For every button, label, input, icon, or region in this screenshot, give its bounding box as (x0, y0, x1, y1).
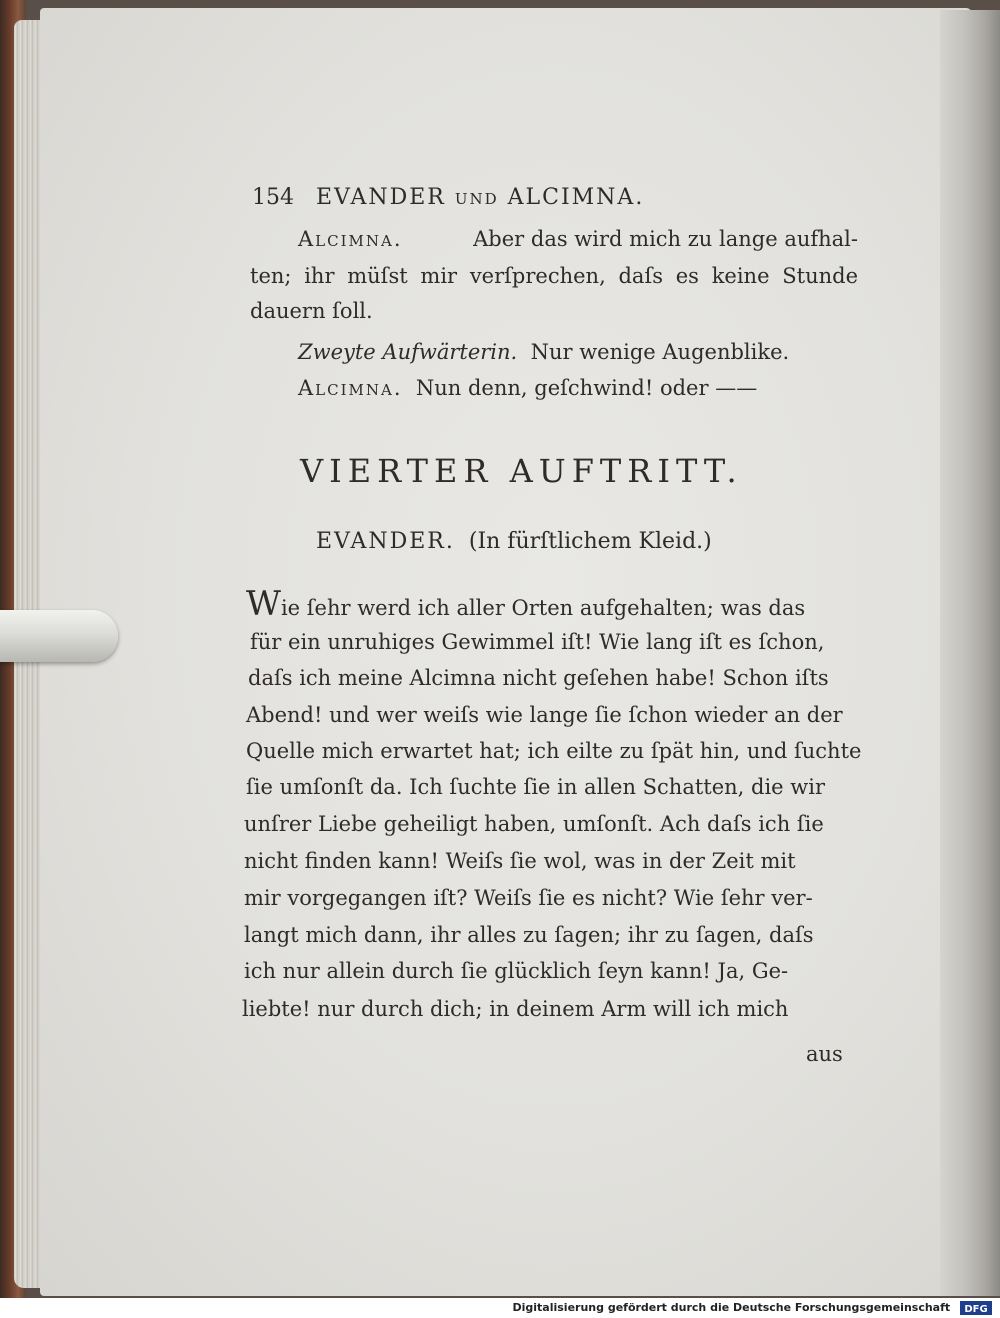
dfg-logo (960, 1301, 992, 1315)
page-header (252, 184, 644, 212)
text-line (298, 225, 858, 253)
page-number: 154 (252, 185, 294, 210)
dfg-logo-label: DFG (964, 1304, 988, 1315)
body-line-9: mir vorgegangen iſt? Weiſs ſie es nicht? Wie ſehr ver- (244, 886, 813, 910)
speech-text: Nur wenige Augenblike. (530, 340, 790, 364)
speaker-name: Alcimna. (298, 376, 403, 400)
dfg-logo-icon (960, 1301, 992, 1315)
body-line-3: daſs ich meine Alcimna nicht geſehen habe! Schon iſts (248, 666, 829, 690)
text-line: ten; ihr müſst mir verſprechen, daſs es keine Stunde (250, 264, 858, 288)
drop-cap: W (246, 584, 281, 624)
footer-text: Digitalisierung gefördert durch die Deutsche Forschungsgemeinschaft (512, 1301, 951, 1314)
body-line-7: unſrer Liebe geheiligt haben, umſonſt. Ach daſs ich ſie (244, 812, 824, 836)
scene-subtitle (316, 528, 712, 556)
speaker-name: Zweyte Aufwärterin. (298, 340, 518, 364)
body-line-2: für ein unruhiges Gewimmel iſt! Wie lang iſt es ſchon, (250, 630, 825, 654)
speech-text: Nun denn, geſchwind! oder —— (415, 376, 758, 400)
body-line-6: ſie umſonſt da. Ich ſuchte ſie in allen Schatten, die wir (246, 775, 826, 799)
catchword: aus (806, 1042, 843, 1066)
body-line-10: langt mich dann, ihr alles zu ſagen; ihr zu ſagen, daſs (244, 923, 814, 947)
speaker-name: Alcimna. (298, 227, 403, 251)
body-line-1: ie ſehr werd ich aller Orten aufgehalten; was das (280, 596, 806, 620)
stage-direction: (In fürſtlichem Kleid.) (468, 529, 712, 554)
speech-text: Aber das wird mich zu lange aufhal- (473, 227, 858, 251)
body-line-5: Quelle mich erwartet hat; ich eilte zu ſpät hin, und ſuchte (246, 739, 862, 763)
text-line (298, 338, 789, 366)
body-line-11: ich nur allein durch ſie glücklich ſeyn kann! Ja, Ge- (244, 959, 789, 983)
body-line-4: Abend! und wer weiſs wie lange ſie ſchon wieder an der (246, 703, 843, 727)
text-line (246, 584, 858, 624)
digitization-footer (0, 1298, 1000, 1318)
body-line-12: liebte! nur durch dich; in deinem Arm will ich mich (242, 997, 789, 1021)
running-title: EVANDER und ALCIMNA. (316, 185, 645, 210)
text-line (298, 374, 757, 402)
body-line-8: nicht finden kann! Weiſs ſie wol, was in der Zeit mit (244, 849, 796, 873)
character-name: EVANDER. (316, 529, 455, 554)
scene-title: VIERTER AUFTRITT. (300, 452, 743, 490)
text-line: dauern ſoll. (250, 299, 373, 323)
